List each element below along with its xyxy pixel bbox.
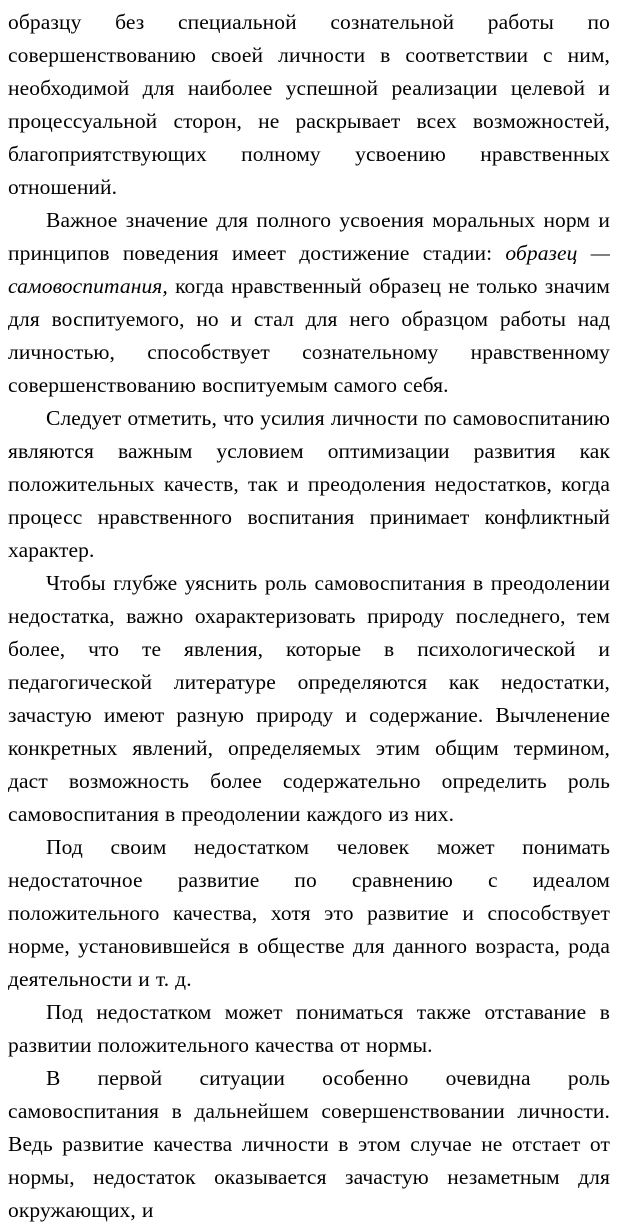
paragraph-2 <box>8 204 610 402</box>
paragraph-6: Под недостатком может пониматься также отставание в развитии положительного качества от нормы. <box>8 1000 610 1057</box>
paragraph-5: Под своим недостатком человек может понимать недостаточное развитие по сравнению с идеалом положительного качества, хотя это развитие и способствует норме, установившейся в обществе для данного возраста, рода деятельности и т. д. <box>8 835 610 991</box>
paragraph-2-segment-1: Важное значение для полного усвоения моральных норм и принципов поведения имеет достижение стадии: <box>8 208 610 265</box>
paragraph-1: образцу без специальной сознательной работы по совершенствованию своей личности в соответствии с ним, необходимой для наиболее успешной реализации целевой и процессуальной сторон, не раскрывает всех возможностей, благоприятствующих полному усвоению нравственных отношений. <box>8 10 610 199</box>
paragraph-7: В первой ситуации особенно очевидна роль самовоспитания в дальнейшем совершенствовании личности. Ведь развитие качества личности в этом случае не отстает от нормы, недостаток оказывается зачастую незаметным для окружающих, и <box>8 1066 610 1222</box>
paragraph-3: Следует отметить, что усилия личности по самовоспитанию являются важным условием оптимизации развития как положительных качеств, так и преодоления недостатков, когда процесс нравственного воспитания принимает конфликтный характер. <box>8 406 610 562</box>
paragraph-4: Чтобы глубже уяснить роль самовоспитания в преодолении недостатка, важно охарактеризовать природу последнего, тем более, что те явления, которые в психологической и педагогической литературе определяются как недостатки, зачастую имеют разную природу и содержание. Вычленение конкретных явлений, определяемых этим общим термином, даст возможность более содержательно определить роль самовоспитания в преодолении каждого из них. <box>8 571 610 826</box>
paragraph-2-segment-3: когда нравственный образец не только значим для воспитуемого, но и стал для него образцом работы над личностью, способствует сознательному нравственному совершенствованию воспитуемым самого себя. <box>8 274 610 397</box>
paragraph-2-segment-italic: образец — самовоспитания, <box>8 241 610 298</box>
